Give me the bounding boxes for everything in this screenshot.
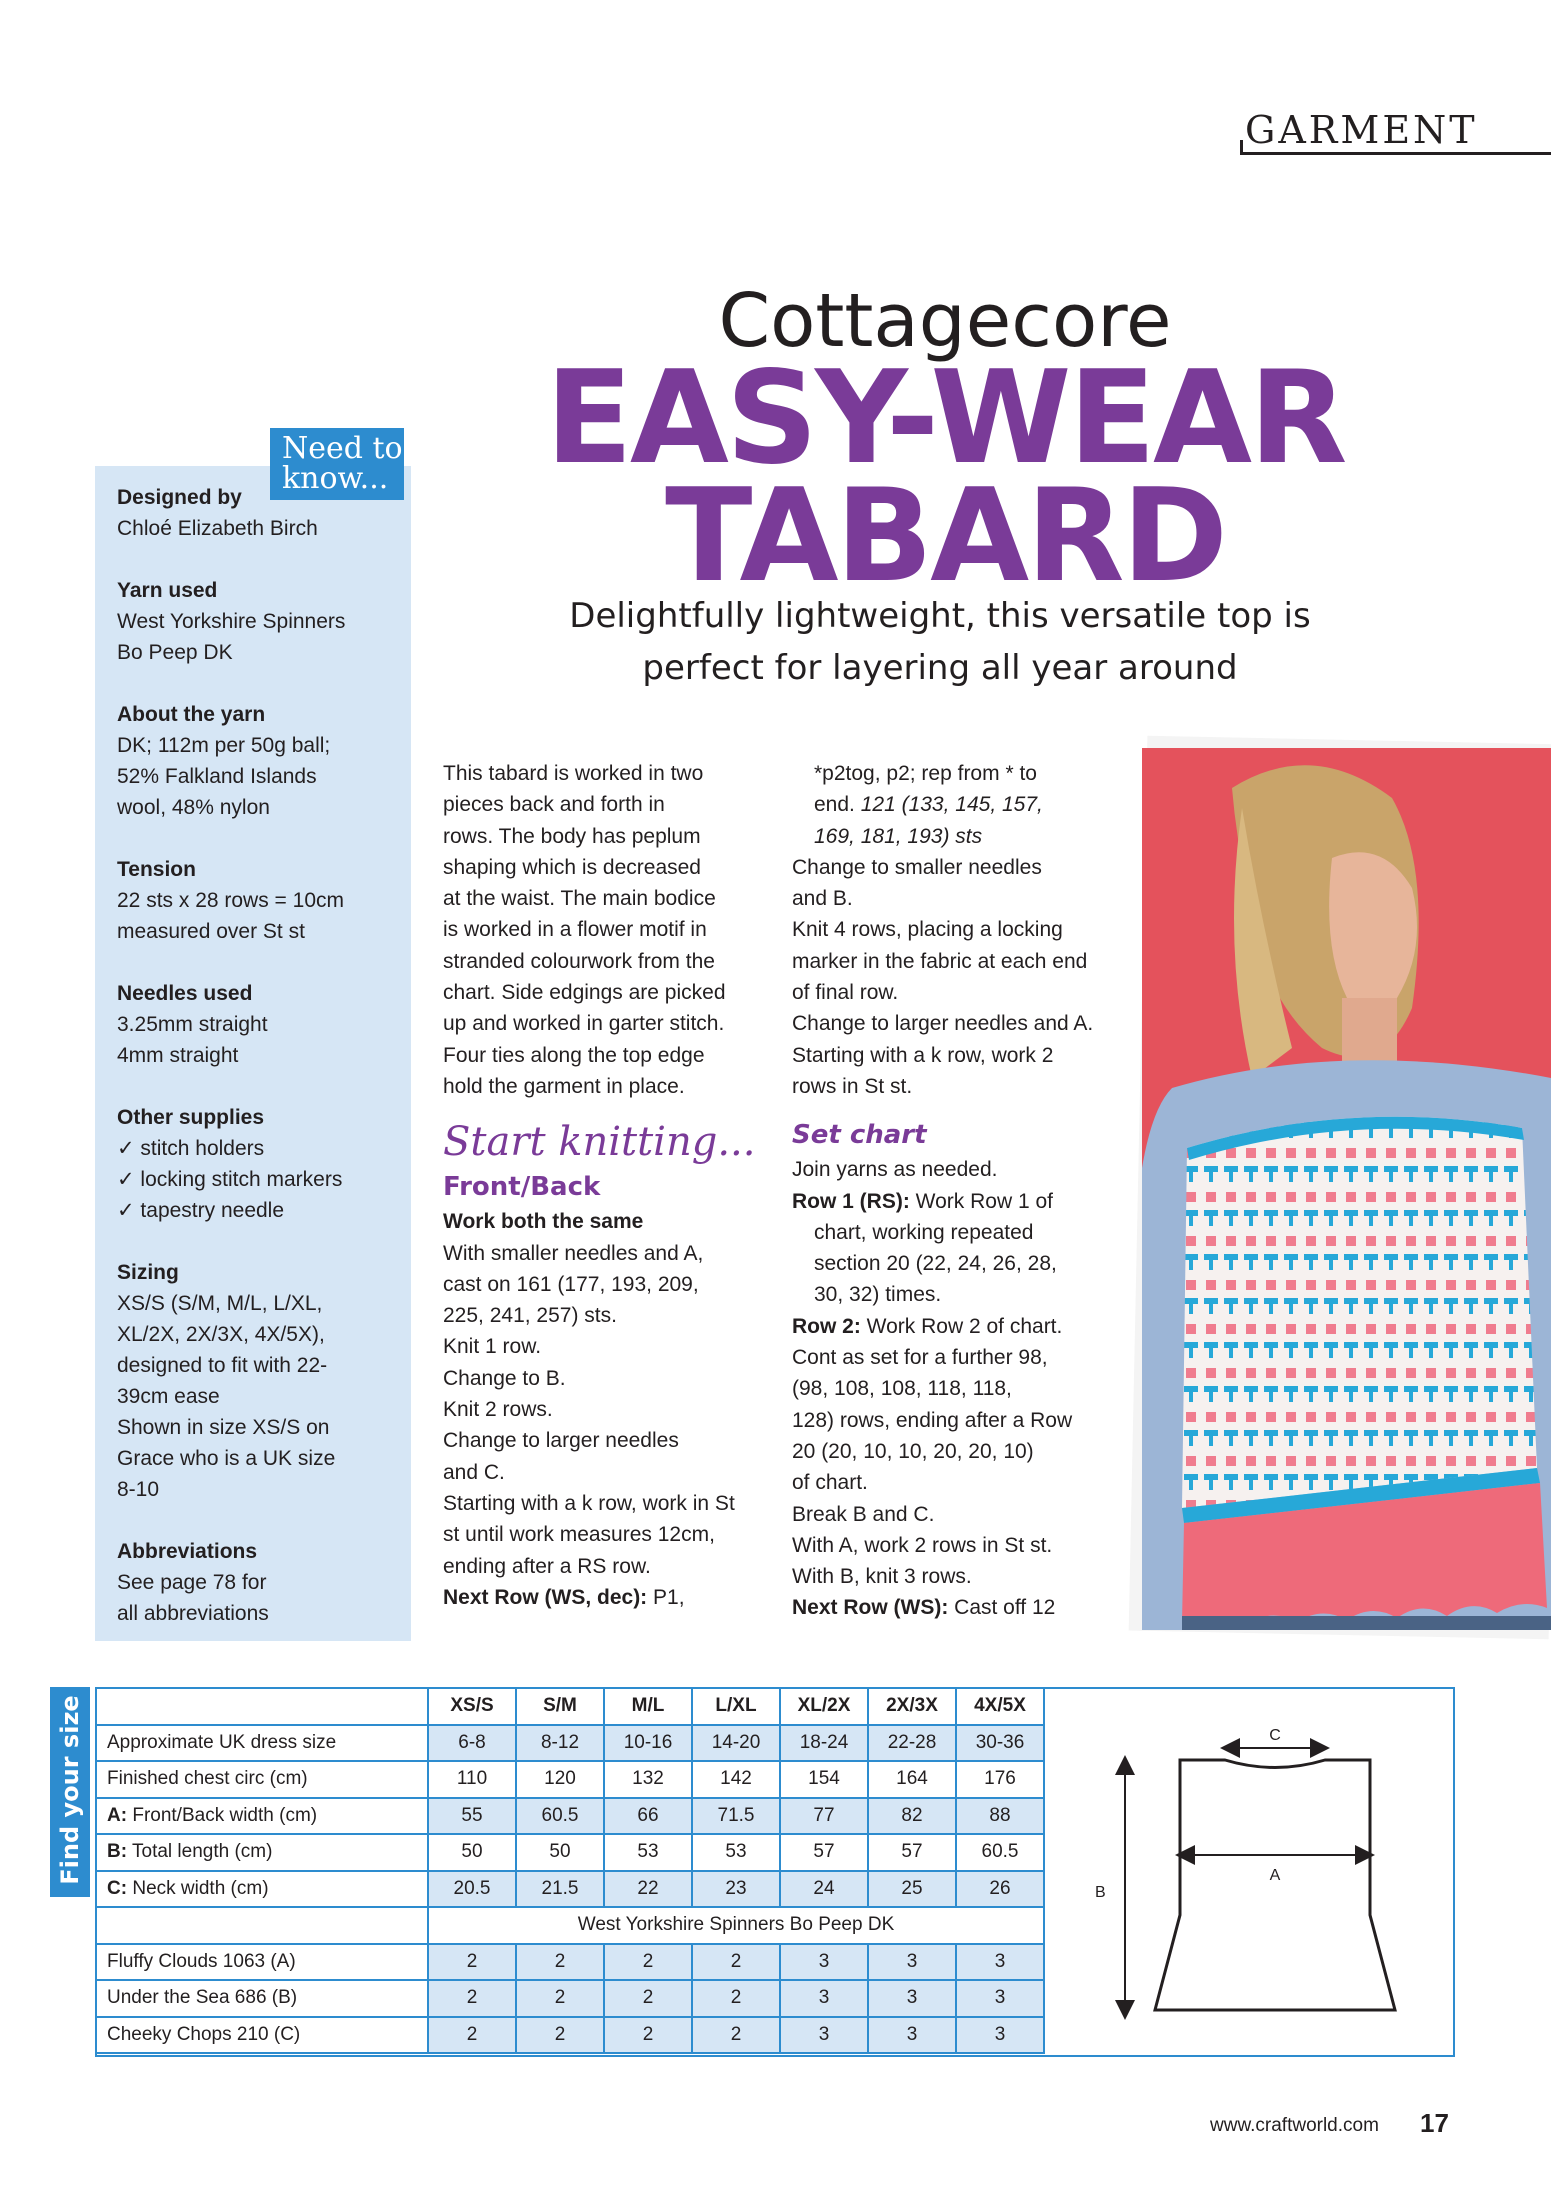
designed-by-value: Chloé Elizabeth Birch (117, 517, 318, 540)
label-a: A (1269, 1867, 1281, 1884)
table-cell: 2 (604, 1980, 692, 2017)
pattern-line: (98, 108, 108, 118, 118, (792, 1377, 1012, 1401)
table-cell: 2 (692, 1980, 780, 2017)
need-to-know-tag-line-1: Need to (282, 431, 403, 466)
sizing-heading: Sizing (117, 1261, 179, 1284)
row-label-key: C: (107, 1877, 128, 1899)
standfirst-line-1: Delightfully lightweight, this versatile top is (569, 596, 1311, 636)
intro-line: is worked in a flower motif in (443, 918, 707, 942)
table-cell: 50 (428, 1834, 516, 1871)
pattern-line: With smaller needles and A, (443, 1241, 704, 1265)
yarn-used-line: West Yorkshire Spinners (117, 610, 346, 633)
pattern-line: With A, work 2 rows in St st. (792, 1533, 1053, 1557)
garment-outline (1155, 1760, 1395, 2010)
table-cell: 120 (516, 1761, 604, 1798)
table-cell: 3 (956, 1980, 1044, 2017)
table-row (96, 1798, 1044, 1835)
intro-line: at the waist. The main bodice (443, 887, 716, 911)
supplies-line: ✓ tapestry needle (117, 1199, 285, 1222)
title-kicker: Cottagecore (718, 278, 1172, 364)
size-header: 4X/5X (956, 1688, 1044, 1725)
pattern-line: Cont as set for a further 98, (792, 1346, 1048, 1370)
table-cell: 77 (780, 1798, 868, 1835)
need-to-know-content (117, 482, 402, 1629)
table-cell: 110 (428, 1761, 516, 1798)
pattern-line: chart, working repeated (814, 1220, 1034, 1244)
table-cell: 3 (868, 2017, 956, 2054)
table-cell: 88 (956, 1798, 1044, 1835)
row-1-text: Work Row 1 of (909, 1189, 1053, 1213)
table-cell: 2 (428, 1944, 516, 1981)
supplies-line: ✓ stitch holders (117, 1137, 265, 1160)
size-header: M/L (604, 1688, 692, 1725)
pattern-line: of final row. (792, 981, 899, 1005)
pattern-line: Change to smaller needles (792, 855, 1042, 879)
supplies-heading: Other supplies (117, 1106, 265, 1129)
pattern-line: Knit 1 row. (443, 1335, 542, 1359)
table-cell: 14-20 (692, 1725, 780, 1762)
row-label-text: Front/Back width (cm) (127, 1804, 318, 1826)
pattern-line: marker in the fabric at each end (792, 949, 1088, 973)
row-label-key: A: (107, 1804, 128, 1826)
table-row (96, 1834, 1044, 1871)
intro-line: pieces back and forth in (443, 793, 665, 817)
table-cell: 3 (780, 1980, 868, 2017)
intro-line: stranded colourwork from the (443, 949, 715, 973)
intro-line: Four ties along the top edge (443, 1043, 705, 1067)
need-to-know-tag-line-2: know... (282, 461, 389, 496)
supplies-line: ✓ locking stitch markers (117, 1168, 343, 1191)
pattern-line: 128) rows, ending after a Row (792, 1408, 1073, 1432)
next-row-ws-label: Next Row (WS): (792, 1596, 949, 1620)
table-cell: 2 (604, 1944, 692, 1981)
row-1-label: Row 1 (RS): (792, 1189, 910, 1213)
about-yarn-line: DK; 112m per 50g ball; (117, 734, 331, 757)
sizing-line: Shown in size XS/S on (117, 1416, 330, 1439)
body-column-1 (443, 758, 768, 1613)
table-cell: 176 (956, 1761, 1044, 1798)
table-cell: 10-16 (604, 1725, 692, 1762)
yarn-used-line: Bo Peep DK (117, 641, 233, 664)
table-cell: 60.5 (516, 1798, 604, 1835)
model-photo (1142, 748, 1551, 1630)
standfirst (560, 590, 1320, 694)
section-rule (1240, 152, 1551, 155)
table-cell: 82 (868, 1798, 956, 1835)
table-cell: 6-8 (428, 1725, 516, 1762)
table-cell: 2 (428, 2017, 516, 2054)
table-cell: 22 (604, 1871, 692, 1908)
row-label (96, 1834, 428, 1871)
pattern-line: With B, knit 3 rows. (792, 1565, 972, 1589)
needles-heading: Needles used (117, 982, 253, 1005)
pattern-line: *p2tog, p2; rep from * to (814, 762, 1037, 785)
stitch-count: 169, 181, 193) sts (814, 824, 983, 848)
pattern-line (792, 1186, 1117, 1217)
pattern-line: ending after a RS row. (443, 1554, 651, 1578)
section-label: GARMENT (1245, 108, 1478, 152)
table-cell: 142 (692, 1761, 780, 1798)
intro-line: shaping which is decreased (443, 855, 701, 879)
table-row (96, 1871, 1044, 1908)
table-cell: 71.5 (692, 1798, 780, 1835)
table-cell: 18-24 (780, 1725, 868, 1762)
set-chart-heading: Set chart (792, 1120, 927, 1151)
table-cell: 2 (516, 2017, 604, 2054)
table-cell: 164 (868, 1761, 956, 1798)
abbreviations-heading: Abbreviations (117, 1540, 258, 1563)
table-cell: 132 (604, 1761, 692, 1798)
table-cell: 3 (956, 1944, 1044, 1981)
tension-line: 22 sts x 28 rows = 10cm (117, 889, 345, 912)
pattern-line (443, 1582, 768, 1613)
title-line-2: TABARD (665, 462, 1225, 611)
yarn-used-heading: Yarn used (117, 579, 218, 602)
table-cell: 2 (516, 1944, 604, 1981)
pattern-line: Change to larger needles and A. (792, 1012, 1094, 1036)
garment-schematic (1095, 1715, 1425, 2035)
pattern-line: 20 (20, 10, 10, 20, 20, 10) (792, 1439, 1034, 1463)
size-header: XL/2X (780, 1688, 868, 1725)
pattern-line: of chart. (792, 1471, 868, 1495)
pattern-line: Knit 2 rows. (443, 1398, 553, 1422)
table-cell: 24 (780, 1871, 868, 1908)
tension-line: measured over St st (117, 920, 305, 943)
table-cell: 3 (956, 2017, 1044, 2054)
sizing-line: XS/S (S/M, M/L, L/XL, (117, 1292, 323, 1315)
table-cell: 8-12 (516, 1725, 604, 1762)
pattern-line: section 20 (22, 24, 26, 28, (814, 1252, 1057, 1276)
designed-by-heading: Designed by (117, 486, 242, 509)
row-2-label: Row 2: (792, 1314, 861, 1338)
footer-url: www.craftworld.com (1210, 2115, 1379, 2136)
intro-line: hold the garment in place. (443, 1074, 685, 1098)
yarn-header: West Yorkshire Spinners Bo Peep DK (428, 1907, 1044, 1944)
table-cell: 55 (428, 1798, 516, 1835)
table-cell: 154 (780, 1761, 868, 1798)
pattern-line: and B. (792, 887, 853, 911)
table-cell: 57 (868, 1834, 956, 1871)
table-cell: 20.5 (428, 1871, 516, 1908)
row-label-text: Total length (cm) (127, 1841, 273, 1863)
table-corner (96, 1688, 428, 1725)
about-yarn-line: 52% Falkland Islands (117, 765, 317, 788)
front-back-heading: Front/Back (443, 1172, 601, 1203)
pattern-line: cast on 161 (177, 193, 209, (443, 1272, 699, 1296)
table-cell: 2 (516, 1980, 604, 2017)
size-header: 2X/3X (868, 1688, 956, 1725)
table-row (96, 1907, 1044, 1944)
row-label (96, 1798, 428, 1835)
intro-line: up and worked in garter stitch. (443, 1012, 725, 1036)
needles-line: 4mm straight (117, 1044, 239, 1067)
pattern-line: Break B and C. (792, 1502, 935, 1526)
stitch-count: 121 (133, 145, 157, (854, 793, 1043, 817)
table-cell: 2 (692, 2017, 780, 2054)
row-label (96, 1871, 428, 1908)
sizing-line: 39cm ease (117, 1385, 220, 1408)
row-label: Finished chest circ (cm) (96, 1761, 428, 1798)
intro-line: rows. The body has peplum (443, 824, 701, 848)
tension-heading: Tension (117, 858, 196, 881)
table-cell: 3 (868, 1980, 956, 2017)
next-row-label: Next Row (WS, dec): (443, 1585, 648, 1609)
table-cell: 2 (428, 1980, 516, 2017)
table-row (96, 1944, 1044, 1981)
table-cell: 25 (868, 1871, 956, 1908)
intro-line: This tabard is worked in two (443, 762, 704, 785)
table-cell: 66 (604, 1798, 692, 1835)
about-yarn-heading: About the yarn (117, 703, 266, 726)
table-cell: 30-36 (956, 1725, 1044, 1762)
pattern-line: Knit 4 rows, placing a locking (792, 918, 1063, 942)
size-header: S/M (516, 1688, 604, 1725)
sizing-line: XL/2X, 2X/3X, 4X/5X), (117, 1323, 325, 1346)
pattern-line: 30, 32) times. (814, 1283, 942, 1307)
size-header: XS/S (428, 1688, 516, 1725)
table-cell: 53 (604, 1834, 692, 1871)
table-row (96, 1980, 1044, 2017)
table-cell: 2 (692, 1944, 780, 1981)
work-both-same: Work both the same (443, 1210, 644, 1234)
row-label: Cheeky Chops 210 (C) (96, 2017, 428, 2054)
section-rule-tick (1240, 140, 1243, 155)
row-label: Under the Sea 686 (B) (96, 1980, 428, 2017)
sizing-line: designed to fit with 22- (117, 1354, 328, 1377)
body-column-2 (792, 758, 1117, 1624)
size-table (95, 1687, 1045, 2054)
next-row-text: P1, (647, 1585, 685, 1609)
label-c: C (1269, 1727, 1281, 1744)
title-line-1: EASY-WEAR (545, 344, 1345, 493)
table-cell: 60.5 (956, 1834, 1044, 1871)
pattern-text: end. (814, 793, 855, 817)
row-2-text: Work Row 2 of chart. (860, 1314, 1063, 1338)
pattern-line: Change to larger needles (443, 1429, 679, 1453)
table-row (96, 1725, 1044, 1762)
pattern-line (792, 1311, 1117, 1342)
pattern-line (792, 1592, 1117, 1623)
pattern-line: 225, 241, 257) sts. (443, 1304, 617, 1328)
table-cell: 57 (780, 1834, 868, 1871)
table-cell: 22-28 (868, 1725, 956, 1762)
table-row (96, 2017, 1044, 2054)
pattern-line: rows in St st. (792, 1074, 913, 1098)
page-number: 17 (1420, 2108, 1449, 2138)
table-row (96, 1761, 1044, 1798)
label-b: B (1095, 1884, 1106, 1901)
table-cell: 21.5 (516, 1871, 604, 1908)
abbreviations-line: See page 78 for (117, 1571, 267, 1594)
intro-line: chart. Side edgings are picked (443, 981, 726, 1005)
row-label-text: Neck width (cm) (127, 1877, 269, 1899)
abbreviations-line: all abbreviations (117, 1602, 269, 1625)
needles-line: 3.25mm straight (117, 1013, 268, 1036)
find-your-size-label: Find your size (56, 1695, 84, 1885)
pattern-line: and C. (443, 1460, 505, 1484)
standfirst-line-2: perfect for layering all year around (642, 648, 1238, 688)
table-spacer (96, 1907, 428, 1944)
row-label-key: B: (107, 1841, 128, 1863)
table-cell: 50 (516, 1834, 604, 1871)
table-cell: 2 (604, 2017, 692, 2054)
table-cell: 3 (780, 2017, 868, 2054)
next-row-ws-text: Cast off 12 (948, 1596, 1056, 1620)
table-cell: 3 (780, 1944, 868, 1981)
pattern-line: Starting with a k row, work 2 (792, 1043, 1054, 1067)
sizing-line: Grace who is a UK size (117, 1447, 336, 1470)
about-yarn-line: wool, 48% nylon (117, 796, 270, 819)
size-header: L/XL (692, 1688, 780, 1725)
table-cell: 23 (692, 1871, 780, 1908)
pattern-line (792, 789, 1117, 820)
pattern-line: Join yarns as needed. (792, 1158, 998, 1182)
table-cell: 3 (868, 1944, 956, 1981)
pattern-line: st until work measures 12cm, (443, 1523, 715, 1547)
row-label: Fluffy Clouds 1063 (A) (96, 1944, 428, 1981)
table-cell: 53 (692, 1834, 780, 1871)
sizing-line: 8-10 (117, 1478, 160, 1501)
row-label: Approximate UK dress size (96, 1725, 428, 1762)
pattern-line: Change to B. (443, 1366, 566, 1390)
page-title (520, 344, 1370, 611)
pattern-line: Starting with a k row, work in St (443, 1491, 735, 1515)
start-knitting-heading: Start knitting... (443, 1119, 756, 1166)
table-cell: 26 (956, 1871, 1044, 1908)
